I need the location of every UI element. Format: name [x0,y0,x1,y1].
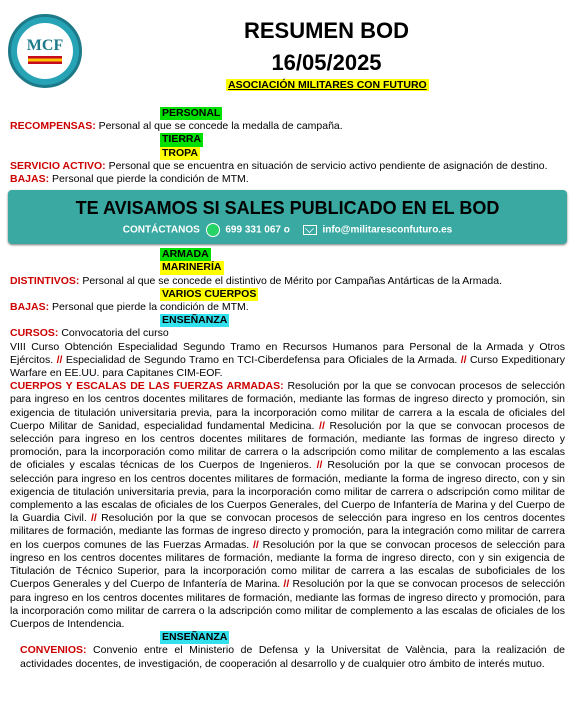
contact-phone[interactable]: 699 331 067 o [225,224,290,236]
page-date: 16/05/2025 [271,50,382,75]
section-tierra: TIERRA [162,133,202,146]
entry-cuerpos-escalas: CUERPOS Y ESCALAS DE LAS FUERZAS ARMADAS: Resolución por la que se convocan procesos de selección para ingreso en los centros docentes militares de formación, mediante las formas de ingreso directo y promoción, sin exigencia de titulación universitaria previa, para la incorporación como militar de carrera a la escala de oficiales del Cuerpo Militar de Sanidad, especialidad fundamental Medicina. // Resolución por la que se convocan procesos de selección para ingreso en los centros docentes militares de formación, mediante las formas de ingreso directo y promoción, para la incorporación como militar de carrera o la adscripción como militar de complemento a las escalas de oficiales y escalas técnicas de los Cuerpos de Ingenieros. // Resolución por la que se convocan procesos de selección para ingreso en los centros docentes militares de formación, mediante la forma de ingreso directo, con y sin exigencia de titulación universitaria previa, para la incorporación como militar de carrera o adscripción como militar de complemento a las escalas de oficiales de los Cuerpos Generales, del Cuerpo de Infantería de Marina y del Cuerpo de la Guardia Civil. // Resolución por la que se convocan procesos de selección para ingreso en los centros docentes militares de formación, mediante las formas de ingreso directo y promoción, para la integración como militar de carrera en los cuerpos comunes de las Fuerzas Armadas. // Resolución por la que se convocan procesos de selección para ingreso en los centros docentes militares de formación, mediante la forma de ingreso directo, con y sin exigencia de Titulación de Técnico Superior, para la incorporación como militar de carrera a las escalas de suboficiales de los Cuerpos Generales y del Cuerpo de Infantería de Marina. // Resolución por la que se convocan procesos de selección para ingreso en los centros docentes militares de formación, mediante las formas de ingreso directo y promoción, para la incorporación como militar de carrera o la adscripción como militar de complemento a las escalas de oficiales de los Cuerpos de Intendencia. [10,380,565,630]
entry-cursos: CURSOS: Convocatoria del curso [10,327,169,340]
entry-bajas-armada: BAJAS: Personal que pierde la condición de MTM. [10,301,249,314]
section-ensenanza-2: ENSEÑANZA [162,631,228,644]
association-name: ASOCIACIÓN MILITARES CON FUTURO [228,79,427,91]
banner-contact: CONTÁCTANOS 699 331 067 o info@militaresconfuturo.es [122,224,453,236]
entry-cursos-detail: VIII Curso Obtención Especialidad Segundo Tramo en Recursos Humanos para Personal de la Armada y Otros Ejércitos. // Especialidad de Segundo Tramo en TCI-Ciberdefensa para Oficiales de la Armada. // Curso Expeditionary Warfare en EE.UU. para Capitanes CIM-EOF. [10,340,565,380]
page-title: RESUMEN BOD [243,18,409,43]
section-marineria: MARINERÍA [162,261,222,274]
logo-text: MCF [26,37,64,54]
bulletin-content [10,107,565,671]
section-armada: ARMADA [162,248,209,261]
email-icon [303,225,317,235]
entry-recompensas: RECOMPENSAS: Personal al que se concede la medalla de campaña. [10,120,343,133]
entry-bajas-tierra: BAJAS: Personal que pierde la condición de MTM. [10,173,249,186]
entry-servicio-activo: SERVICIO ACTIVO: Personal que se encuentra en situación de servicio activo pendiente de asignación de destino. [10,159,548,172]
section-varios-cuerpos: VARIOS CUERPOS [162,287,257,300]
section-personal: PERSONAL [162,107,221,119]
section-tropa: TROPA [162,146,198,159]
section-ensenanza: ENSEÑANZA [162,314,228,327]
banner-title: TE AVISAMOS SI SALES PUBLICADO EN EL BOD [75,198,500,219]
contact-email[interactable]: info@militaresconfuturo.es [322,224,453,236]
whatsapp-icon [206,223,220,237]
entry-convenios: CONVENIOS: Convenio entre el Ministerio de Defensa y la Universitat de València, para la realización de actividades docentes, de investigación, de cooperación al desarrollo y de cualquier otro ámbito de interés mutuo. [20,644,565,670]
entry-distintivos: DISTINTIVOS: Personal al que se concede el distintivo de Mérito por Campañas Antárticas de la Armada. [10,274,502,287]
notification-banner [8,190,567,244]
